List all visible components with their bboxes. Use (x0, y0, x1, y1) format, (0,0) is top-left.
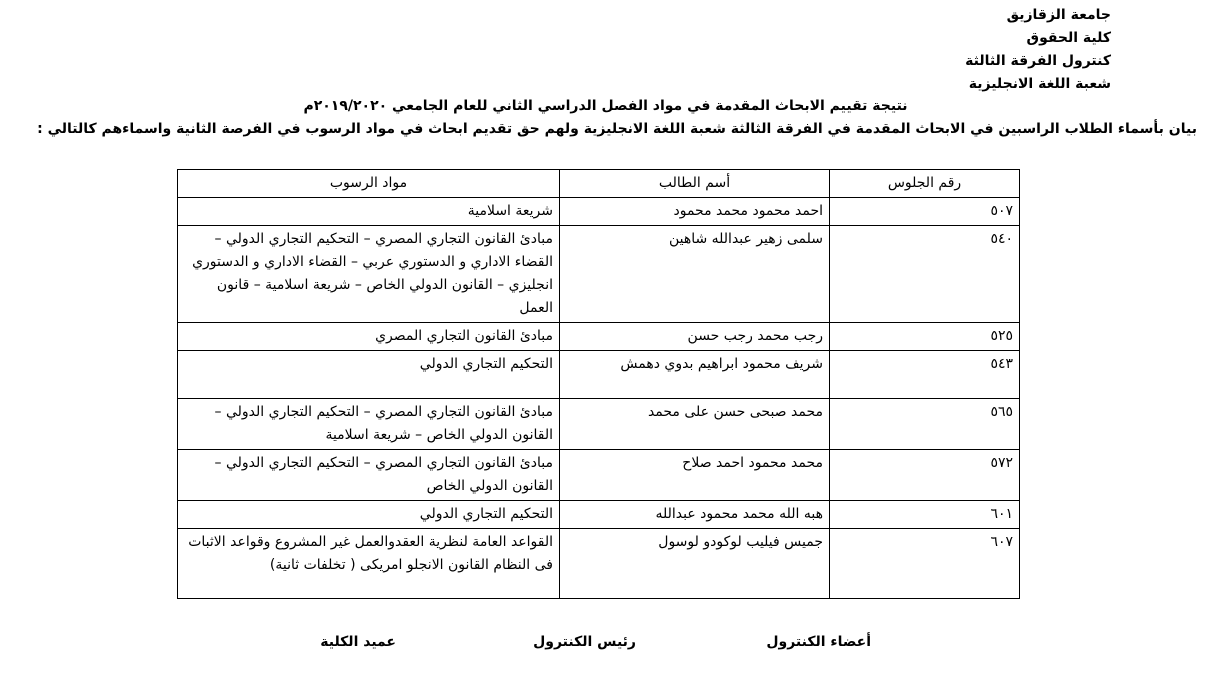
student-name: رجب محمد رجب حسن (560, 323, 830, 351)
faculty-name: كلية الحقوق (1026, 30, 1111, 46)
table-row (178, 351, 1020, 399)
seat-number: ٥٤٣ (830, 351, 1020, 399)
signature-control-members: أعضاء الكنترول (766, 634, 871, 650)
student-name: هبه الله محمد محمود عبدالله (560, 501, 830, 529)
signature-control-head: رئيس الكنترول (533, 634, 636, 650)
failed-subjects: التحكيم التجاري الدولي (178, 501, 560, 529)
document-subtitle: بيان بأسماء الطلاب الراسبين في الابحاث المقدمة في الفرقة الثالثة شعبة اللغة الانجليزية ولهم حق تقديم ابحاث في مواد الرسوب في الفرصة الثانية واسماءهم كالتالي : (37, 121, 1197, 137)
document-title: نتيجة تقييم الابحاث المقدمة في مواد الفصل الدراسي الثاني للعام الجامعي ٢٠١٩/٢٠٢٠م (303, 98, 908, 114)
control-name: كنترول الفرقة الثالثة (965, 53, 1111, 69)
university-name: جامعة الزقازيق (1006, 7, 1111, 23)
table-row (178, 399, 1020, 450)
seat-number: ٥٧٢ (830, 450, 1020, 501)
student-name: محمد محمود احمد صلاح (560, 450, 830, 501)
signature-footer (0, 634, 1211, 658)
header-name: أسم الطالب (560, 170, 830, 198)
seat-number: ٦٠١ (830, 501, 1020, 529)
table-row (178, 450, 1020, 501)
header-subjects: مواد الرسوب (178, 170, 560, 198)
header-seat: رقم الجلوس (830, 170, 1020, 198)
seat-number: ٥٦٥ (830, 399, 1020, 450)
seat-number: ٥٤٠ (830, 226, 1020, 323)
student-name: احمد محمود محمد محمود (560, 198, 830, 226)
division-name: شعبة اللغة الانجليزية (968, 76, 1111, 92)
table-row (178, 198, 1020, 226)
failed-subjects: التحكيم التجاري الدولي (178, 351, 560, 399)
signature-dean: عميد الكلية (320, 634, 396, 650)
student-name: شريف محمود ابراهيم بدوي دهمش (560, 351, 830, 399)
document-header (965, 4, 1111, 96)
seat-number: ٥٢٥ (830, 323, 1020, 351)
seat-number: ٥٠٧ (830, 198, 1020, 226)
table-row (178, 226, 1020, 323)
failed-subjects: مبادئ القانون التجاري المصري – التحكيم التجاري الدولي – القانون الدولي الخاص (178, 450, 560, 501)
student-name: جميس فيليب لوكودو لوسول (560, 529, 830, 599)
table-row (178, 501, 1020, 529)
failed-subjects: مبادئ القانون التجاري المصري (178, 323, 560, 351)
results-table (177, 169, 1020, 599)
student-name: سلمى زهير عبدالله شاهين (560, 226, 830, 323)
seat-number: ٦٠٧ (830, 529, 1020, 599)
table-row (178, 529, 1020, 599)
failed-subjects: مبادئ القانون التجاري المصري – التحكيم التجاري الدولي – القانون الدولي الخاص – شريعة اسلامية (178, 399, 560, 450)
failed-subjects: مبادئ القانون التجاري المصري – التحكيم التجاري الدولي – القضاء الاداري و الدستوري عربي – القضاء الاداري و الدستوري انجليزي – القانون الدولي الخاص – شريعة اسلامية – قانون العمل (178, 226, 560, 323)
failed-subjects: شريعة اسلامية (178, 198, 560, 226)
failed-subjects: القواعد العامة لنظرية العقدوالعمل غير المشروع وقواعد الاثبات فى النظام القانون الانجلو امريكى ( تخلفات ثانية) (178, 529, 560, 599)
student-name: محمد صبحى حسن على محمد (560, 399, 830, 450)
table-row (178, 323, 1020, 351)
table-header-row (178, 170, 1020, 198)
